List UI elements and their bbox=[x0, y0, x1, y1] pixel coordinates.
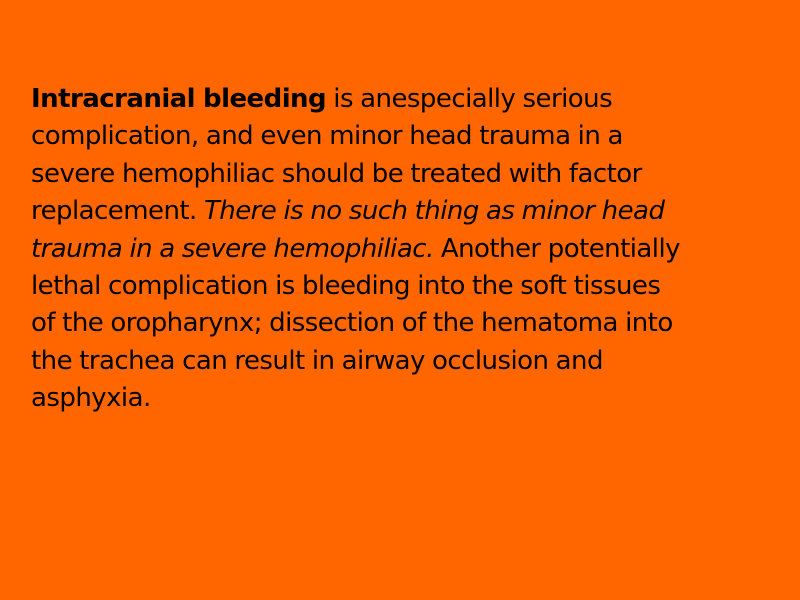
text-line-3: severe hemophiliac should be treated with factor bbox=[31, 158, 642, 189]
bold-term: Intracranial bleeding bbox=[31, 84, 327, 114]
text-line-7: of the oropharynx; dissection of the hematoma into bbox=[31, 308, 673, 339]
line-text: replacement. bbox=[31, 196, 204, 227]
line-text: is anespecially serious bbox=[326, 84, 613, 114]
text-line-6: lethal complication is bleeding into the soft tissues bbox=[31, 271, 661, 302]
text-line-1 bbox=[31, 81, 787, 118]
slide-body-text bbox=[31, 81, 787, 418]
text-line-5 bbox=[31, 231, 787, 268]
text-line-9: asphyxia. bbox=[31, 383, 151, 414]
line-text: Another potentially bbox=[433, 233, 680, 264]
italic-emphasis: There is no such thing as minor head bbox=[203, 196, 665, 227]
text-line-2: complication, and even minor head trauma in a bbox=[31, 121, 623, 152]
text-line-4 bbox=[31, 193, 787, 230]
italic-emphasis: trauma in a severe hemophiliac. bbox=[31, 233, 434, 264]
text-line-8: the trachea can result in airway occlusion and bbox=[31, 345, 603, 376]
